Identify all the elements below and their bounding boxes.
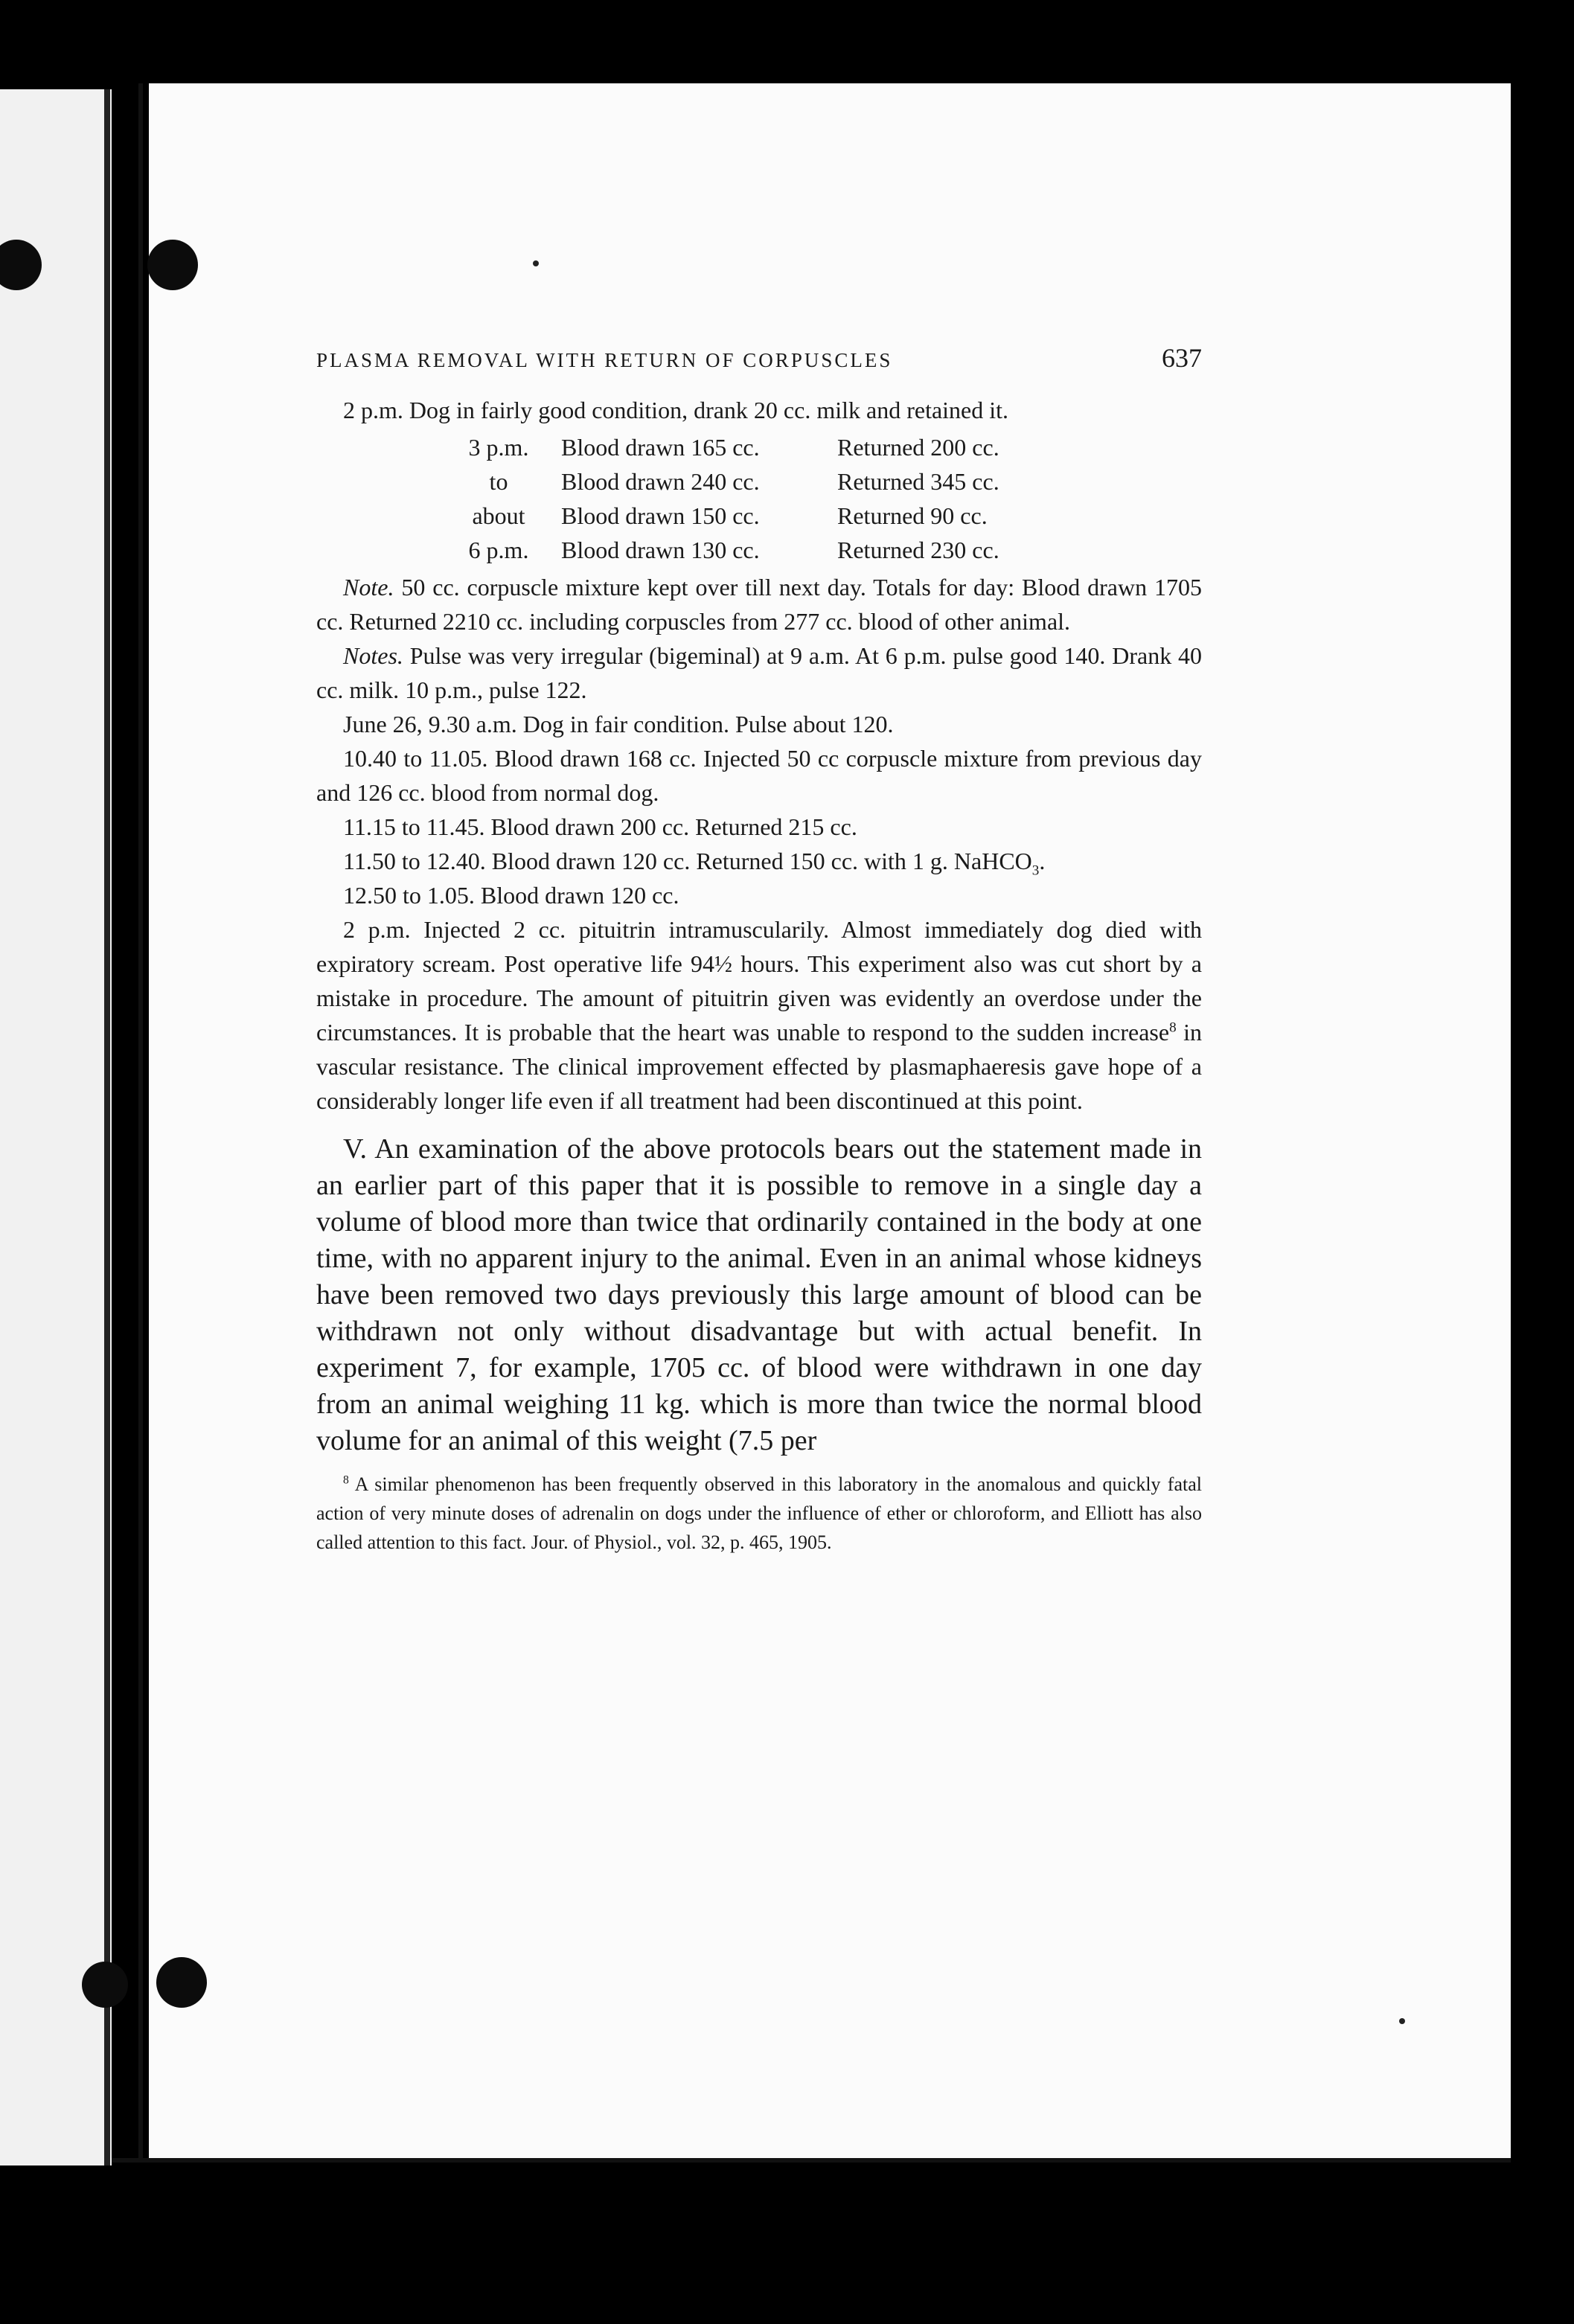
log-drawn: Blood drawn 240 cc. — [561, 468, 760, 495]
fraction: ½ — [714, 950, 733, 977]
dust-speck — [533, 260, 539, 266]
running-head — [316, 342, 1202, 374]
table-row — [454, 499, 1011, 533]
protocol-entry: June 26, 9.30 a.m. Dog in fair condition. Pulse about 120. — [343, 711, 894, 737]
log-returned: Returned 345 cc. — [837, 468, 999, 495]
binder-hole-bottom-left — [82, 1962, 128, 2008]
running-title: PLASMA REMOVAL WITH RETURN OF CORPUSCLES — [316, 349, 893, 371]
footnote-text: A similar phenomenon has been frequently observed in this laboratory in the anomalous and quickly fatal action of very minute doses of adrenalin on dogs under the influence of ether or chloroform, and Elliott has also called attention to this fact. Jour. of Physiol., vol. 32, p. 465, 1905. — [316, 1473, 1202, 1553]
section-v — [316, 1131, 1202, 1459]
protocol-entry: 12.50 to 1.05. Blood drawn 120 cc. — [343, 882, 679, 909]
page-bottom-border — [112, 2158, 1511, 2163]
note-label: Note. — [343, 574, 394, 601]
page-number: 637 — [1162, 343, 1202, 373]
log-time: 6 p.m. — [468, 537, 529, 563]
binder-hole-bottom-right — [156, 1957, 207, 2008]
note-text: 50 cc. corpuscle mixture kept over till next day. Totals for day: Blood drawn 1705 cc. Returned 2210 cc. including corpuscles from 277 cc. blood of other animal. — [316, 574, 1202, 635]
bleeding-log-table — [454, 430, 1011, 567]
notes-label: Notes. — [343, 642, 403, 669]
protocol-entry: 11.15 to 11.45. Blood drawn 200 cc. Returned 215 cc. — [343, 813, 857, 840]
log-time: to — [489, 468, 508, 495]
protocol-entry — [316, 844, 1202, 878]
paragraph-text: 2 p.m. Injected 2 cc. pituitrin intramuscularily. Almost immediately dog died with expiratory scream. Post operative life 94 — [316, 916, 1202, 977]
log-time: 3 p.m. — [468, 434, 529, 461]
footnote — [316, 1470, 1202, 1557]
adjacent-page-edge — [0, 89, 112, 2165]
entry-text-end: . — [1039, 848, 1046, 874]
log-returned: Returned 230 cc. — [837, 537, 999, 563]
adjacent-page-border — [104, 89, 110, 2165]
binder-hole-top-right — [147, 240, 198, 290]
protocol-entry: 10.40 to 11.05. Blood drawn 168 cc. Injected 50 cc corpuscle mixture from previous day and 126 cc. blood from normal dog. — [316, 745, 1202, 806]
log-returned: Returned 90 cc. — [837, 502, 988, 529]
footnote-marker: 8 — [343, 1473, 349, 1487]
entry-text: 11.50 to 12.40. Blood drawn 120 cc. Returned 150 cc. with 1 g. NaHCO — [343, 848, 1032, 874]
section-v-paragraph: V. An examination of the above protocols bears out the statement made in an earlier part of this paper that it is possible to remove in a single day a volume of blood more than twice that ordinarily contained in the body at one time, with no apparent injury to the animal. Even in an animal whose kidneys have been removed two days previously this large amount of blood can be withdrawn not only without disadvantage but with actual benefit. In experiment 7, for example, 1705 cc. of blood were withdrawn in one day from an animal weighing 11 kg. which is more than twice the normal blood volume for an animal of this weight (7.5 per — [316, 1133, 1202, 1456]
note-paragraph — [316, 570, 1202, 638]
paragraph-text: hours. This experiment also was cut short by a mistake in procedure. The amount of pituitrin given was evidently an overdose under the circumstances. It is probable that the heart was unable to respond to the sudden increase — [316, 950, 1203, 1046]
footnote-paragraph — [316, 1470, 1202, 1557]
log-drawn: Blood drawn 150 cc. — [561, 502, 760, 529]
page-content — [316, 342, 1202, 1557]
log-returned: Returned 200 cc. — [837, 434, 999, 461]
notes-paragraph — [316, 638, 1202, 707]
log-time: about — [472, 502, 525, 529]
subscript: 3 — [1031, 862, 1040, 879]
page-left-border — [138, 83, 143, 2160]
log-drawn: Blood drawn 130 cc. — [561, 537, 760, 563]
footnote-reference: 8 — [1169, 1019, 1177, 1036]
table-row — [454, 533, 1011, 567]
protocol-block — [316, 393, 1202, 1118]
dust-speck — [1399, 2018, 1405, 2024]
log-drawn: Blood drawn 165 cc. — [561, 434, 760, 461]
paragraph-text: in vascular resistance. The clinical improvement effected by plasmaphaeresis gave hope of a considerably longer life even if all treatment had been discontinued at this point. — [316, 1019, 1203, 1114]
opening-entry: 2 p.m. Dog in fairly good condition, drank 20 cc. milk and retained it. — [343, 397, 1009, 423]
table-row — [454, 464, 1011, 499]
pituitrin-paragraph — [316, 912, 1202, 1118]
notes-text: Pulse was very irregular (bigeminal) at 9 a.m. At 6 p.m. pulse good 140. Drank 40 cc. milk. 10 p.m., pulse 122. — [316, 642, 1202, 703]
table-row — [454, 430, 1011, 464]
